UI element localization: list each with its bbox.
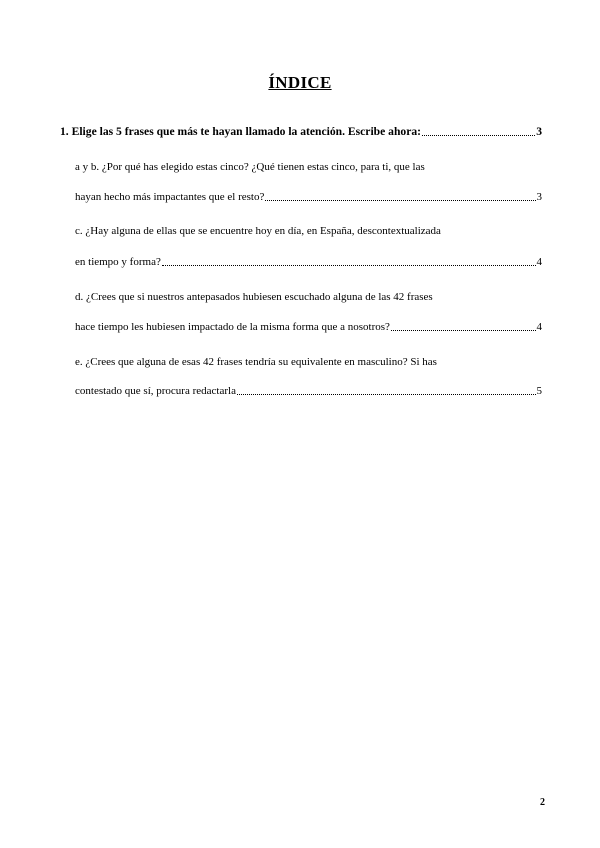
dot-leader xyxy=(422,134,535,136)
dot-leader xyxy=(237,393,536,395)
toc-entry-text: hayan hecho más impactantes que el resto? xyxy=(75,191,265,203)
toc-entry-text: contestado que sí, procura redactarla xyxy=(75,385,236,397)
page-number: 2 xyxy=(540,797,545,808)
toc-page-number: 4 xyxy=(536,321,542,333)
toc-entry-5-line-1: e. ¿Crees que alguna de esas 42 frases tendría su equivalente en masculino? Si has xyxy=(75,356,437,368)
toc-entry-5[interactable] xyxy=(75,384,542,398)
dot-leader xyxy=(162,264,536,266)
toc-entry-1[interactable] xyxy=(60,125,542,139)
toc-entry-2[interactable] xyxy=(75,190,542,204)
toc-entry-3[interactable] xyxy=(75,255,542,269)
toc-entry-text: 1. Elige las 5 frases que más te hayan llamado la atención. Escribe ahora: xyxy=(60,125,422,138)
index-title: ÍNDICE xyxy=(268,73,332,92)
toc-page-number: 5 xyxy=(536,385,542,397)
toc-entry-2-line-1: a y b. ¿Por qué has elegido estas cinco? ¿Qué tienen estas cinco, para ti, que las xyxy=(75,161,425,173)
toc-page-number: 3 xyxy=(536,191,542,203)
toc-entry-4-line-1: d. ¿Crees que si nuestros antepasados hubiesen escuchado alguna de las 42 frases xyxy=(75,291,433,303)
toc-entry-text: en tiempo y forma? xyxy=(75,256,161,268)
toc-entry-4[interactable] xyxy=(75,320,542,334)
toc-page-number: 3 xyxy=(536,125,542,138)
toc-entry-3-line-1: c. ¿Hay alguna de ellas que se encuentre hoy en día, en España, descontextualizada xyxy=(75,225,441,237)
dot-leader xyxy=(265,199,535,201)
toc-entry-text: hace tiempo les hubiesen impactado de la misma forma que a nosotros? xyxy=(75,321,390,333)
toc-page-number: 4 xyxy=(536,256,542,268)
dot-leader xyxy=(391,329,536,331)
